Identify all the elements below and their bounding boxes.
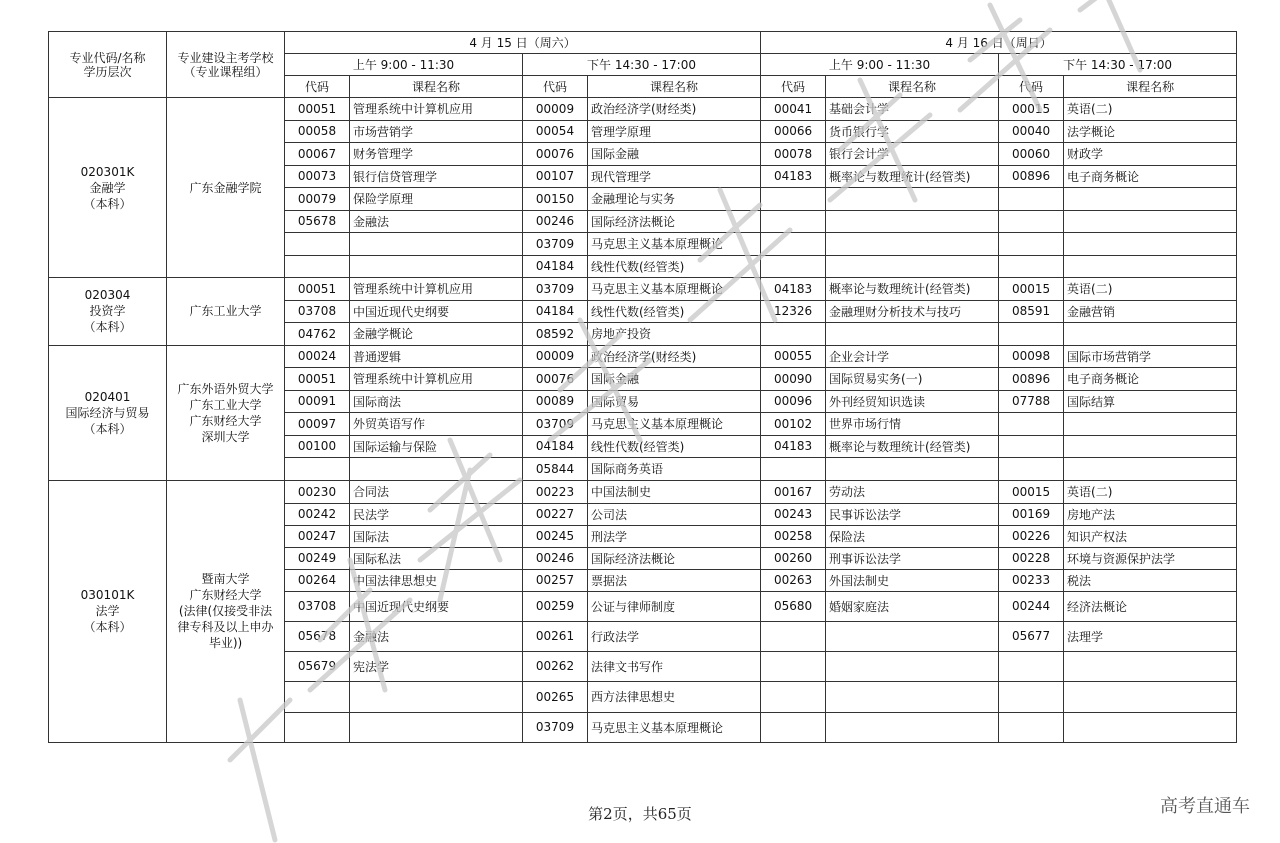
school-cell: 广东金融学院 [167,98,285,278]
course-code: 00076 [523,368,588,391]
course-name [826,651,999,681]
course-code: 00107 [523,165,588,188]
course-name: 市场营销学 [350,120,523,143]
course-name: 国际运输与保险 [350,435,523,458]
course-code: 00227 [523,503,588,525]
course-code [761,651,826,681]
course-name: 劳动法 [826,480,999,503]
course-code: 00257 [523,569,588,591]
course-name: 国际金融 [588,368,761,391]
course-name: 刑事诉讼法学 [826,547,999,569]
course-code: 00230 [285,480,350,503]
course-name: 概率论与数理统计(经管类) [826,165,999,188]
table-body [49,98,1237,743]
course-code: 05677 [999,621,1064,651]
table-row [49,480,1237,503]
course-code: 00091 [285,390,350,413]
course-name: 西方法律思想史 [588,681,761,712]
course-code: 00223 [523,480,588,503]
course-code: 00245 [523,525,588,547]
course-name: 管理系统中计算机应用 [350,368,523,391]
course-name: 国际结算 [1064,390,1237,413]
course-code: 00167 [761,480,826,503]
course-code: 00100 [285,435,350,458]
course-name [826,188,999,211]
course-name: 国际贸易实务(一) [826,368,999,391]
course-name: 马克思主义基本原理概论 [588,413,761,436]
course-name: 国际经济法概论 [588,547,761,569]
course-code: 00896 [999,368,1064,391]
school-cell: 广东外语外贸大学 广东工业大学 广东财经大学 深圳大学 [167,345,285,480]
course-code [999,413,1064,436]
course-code: 00051 [285,98,350,121]
course-name [350,458,523,481]
course-name: 婚姻家庭法 [826,591,999,621]
course-code [999,651,1064,681]
course-code: 00015 [999,98,1064,121]
course-name: 宪法学 [350,651,523,681]
course-name: 银行信贷管理学 [350,165,523,188]
course-code: 00262 [523,651,588,681]
course-name [1064,188,1237,211]
course-code: 08591 [999,300,1064,323]
course-name: 公证与律师制度 [588,591,761,621]
course-name: 基础会计学 [826,98,999,121]
course-code: 08592 [523,323,588,346]
course-code: 00058 [285,120,350,143]
course-name: 管理系统中计算机应用 [350,98,523,121]
course-name: 政治经济学(财经类) [588,345,761,368]
course-code: 05680 [761,591,826,621]
course-code: 00098 [999,345,1064,368]
course-code: 00264 [285,569,350,591]
course-code: 00249 [285,547,350,569]
course-name [1064,413,1237,436]
day1-am-header: 上午 9:00 - 11:30 [285,54,523,76]
major-cell: 020301K 金融学 （本科） [49,98,167,278]
course-name: 国际经济法概论 [588,210,761,233]
course-code: 04184 [523,300,588,323]
course-name: 中国法制史 [588,480,761,503]
course-name: 金融法 [350,621,523,651]
course-name: 法学概论 [1064,120,1237,143]
course-name: 金融学概论 [350,323,523,346]
course-name: 税法 [1064,569,1237,591]
course-name: 行政法学 [588,621,761,651]
course-code: 00246 [523,210,588,233]
course-name: 金融理财分析技术与技巧 [826,300,999,323]
course-code: 00242 [285,503,350,525]
course-code [285,712,350,742]
course-code: 00102 [761,413,826,436]
course-code: 00009 [523,98,588,121]
course-name: 国际法 [350,525,523,547]
course-name: 公司法 [588,503,761,525]
course-name: 英语(二) [1064,480,1237,503]
course-name: 电子商务概论 [1064,368,1237,391]
course-name-header: 课程名称 [350,76,523,98]
day2-pm-header: 下午 14:30 - 17:00 [999,54,1237,76]
major-cell: 020304 投资学 （本科） [49,278,167,346]
course-name: 国际私法 [350,547,523,569]
course-code: 00265 [523,681,588,712]
course-code [999,681,1064,712]
course-code: 00078 [761,143,826,166]
course-name: 英语(二) [1064,98,1237,121]
course-name [350,233,523,256]
course-name-header: 课程名称 [1064,76,1237,98]
course-name: 企业会计学 [826,345,999,368]
course-name: 管理系统中计算机应用 [350,278,523,301]
course-code: 00054 [523,120,588,143]
course-name [1064,435,1237,458]
table-row [49,98,1237,121]
course-name: 外刊经贸知识选读 [826,390,999,413]
course-code: 00040 [999,120,1064,143]
course-name [1064,712,1237,742]
course-code: 00090 [761,368,826,391]
course-code: 00096 [761,390,826,413]
course-name: 刑法学 [588,525,761,547]
course-name: 财政学 [1064,143,1237,166]
course-name: 金融营销 [1064,300,1237,323]
course-name: 国际金融 [588,143,761,166]
course-name: 线性代数(经管类) [588,255,761,278]
course-name [826,323,999,346]
course-code: 00150 [523,188,588,211]
course-code: 00015 [999,480,1064,503]
course-name-header: 课程名称 [826,76,999,98]
course-code: 03709 [523,413,588,436]
course-name: 现代管理学 [588,165,761,188]
day2-header: 4 月 16 日（周日） [761,32,1237,54]
course-name: 中国近现代史纲要 [350,300,523,323]
course-name: 英语(二) [1064,278,1237,301]
course-name: 国际商务英语 [588,458,761,481]
course-name [826,255,999,278]
course-name: 国际商法 [350,390,523,413]
course-name: 中国近现代史纲要 [350,591,523,621]
table-header [49,32,1237,98]
course-code: 04184 [523,255,588,278]
course-code: 03709 [523,233,588,256]
course-code: 05679 [285,651,350,681]
course-code: 00246 [523,547,588,569]
course-name: 国际市场营销学 [1064,345,1237,368]
course-name: 房地产投资 [588,323,761,346]
course-code: 00055 [761,345,826,368]
course-code: 00233 [999,569,1064,591]
course-name [826,621,999,651]
course-code: 00244 [999,591,1064,621]
code-header: 代码 [523,76,588,98]
course-name: 合同法 [350,480,523,503]
course-code: 00051 [285,278,350,301]
course-code [761,323,826,346]
course-name: 马克思主义基本原理概论 [588,278,761,301]
course-name: 房地产法 [1064,503,1237,525]
course-name: 线性代数(经管类) [588,300,761,323]
course-name [826,712,999,742]
course-code: 12326 [761,300,826,323]
course-name [1064,651,1237,681]
course-name: 管理学原理 [588,120,761,143]
course-code [761,621,826,651]
course-name [350,712,523,742]
day1-header: 4 月 15 日（周六） [285,32,761,54]
course-code [761,233,826,256]
course-code: 00260 [761,547,826,569]
course-name [1064,210,1237,233]
course-code [761,681,826,712]
course-code: 00097 [285,413,350,436]
course-code [761,210,826,233]
course-code: 00041 [761,98,826,121]
course-name: 知识产权法 [1064,525,1237,547]
table-row [49,278,1237,301]
course-name: 外国法制史 [826,569,999,591]
course-name: 经济法概论 [1064,591,1237,621]
course-code: 00226 [999,525,1064,547]
course-code [999,458,1064,481]
course-code: 04183 [761,278,826,301]
course-code: 00009 [523,345,588,368]
course-name: 银行会计学 [826,143,999,166]
school-column-header: 专业建设主考学校 （专业课程组） [167,32,285,98]
course-name: 马克思主义基本原理概论 [588,233,761,256]
school-cell: 暨南大学 广东财经大学 (法律(仅接受非法 律专科及以上申办 毕业)) [167,480,285,742]
course-code: 04183 [761,435,826,458]
course-name: 概率论与数理统计(经管类) [826,278,999,301]
major-cell: 030101K 法学 （本科） [49,480,167,742]
course-code: 00066 [761,120,826,143]
course-name: 概率论与数理统计(经管类) [826,435,999,458]
course-code: 00243 [761,503,826,525]
course-code: 00073 [285,165,350,188]
course-code: 00051 [285,368,350,391]
exam-schedule-table [48,31,1237,743]
course-code: 05678 [285,210,350,233]
course-name [1064,323,1237,346]
code-header: 代码 [285,76,350,98]
course-name [826,458,999,481]
course-name: 中国法律思想史 [350,569,523,591]
course-name: 马克思主义基本原理概论 [588,712,761,742]
course-name: 普通逻辑 [350,345,523,368]
course-name: 票据法 [588,569,761,591]
course-name [350,681,523,712]
course-name: 民事诉讼法学 [826,503,999,525]
course-code [285,458,350,481]
course-name [1064,681,1237,712]
major-cell: 020401 国际经济与贸易 （本科） [49,345,167,480]
course-code [761,255,826,278]
course-code: 00060 [999,143,1064,166]
day1-pm-header: 下午 14:30 - 17:00 [523,54,761,76]
code-header: 代码 [999,76,1064,98]
course-name: 电子商务概论 [1064,165,1237,188]
course-code [285,681,350,712]
course-name [350,255,523,278]
course-name: 外贸英语写作 [350,413,523,436]
course-code: 00024 [285,345,350,368]
course-name-header: 课程名称 [588,76,761,98]
course-name [826,681,999,712]
course-name: 民法学 [350,503,523,525]
course-code: 04183 [761,165,826,188]
major-column-header: 专业代码/名称 学历层次 [49,32,167,98]
course-code [999,233,1064,256]
course-code: 00076 [523,143,588,166]
course-code: 00079 [285,188,350,211]
course-name: 世界市场行情 [826,413,999,436]
course-code: 00261 [523,621,588,651]
course-name: 政治经济学(财经类) [588,98,761,121]
course-code: 00089 [523,390,588,413]
course-code: 00247 [285,525,350,547]
course-name: 法律文书写作 [588,651,761,681]
brand-label: 高考直通车 [1160,796,1250,817]
course-code [285,255,350,278]
course-code [761,458,826,481]
course-name [826,210,999,233]
course-name: 金融理论与实务 [588,188,761,211]
course-name: 国际贸易 [588,390,761,413]
course-code: 04184 [523,435,588,458]
table-row [49,345,1237,368]
course-code: 00169 [999,503,1064,525]
course-name: 环境与资源保护法学 [1064,547,1237,569]
course-code: 00263 [761,569,826,591]
course-code [999,210,1064,233]
course-code: 00228 [999,547,1064,569]
course-code [999,712,1064,742]
course-code: 05844 [523,458,588,481]
course-name [1064,255,1237,278]
course-name: 金融法 [350,210,523,233]
course-name: 线性代数(经管类) [588,435,761,458]
course-code [999,188,1064,211]
course-name: 货币银行学 [826,120,999,143]
course-code: 00258 [761,525,826,547]
course-code [999,435,1064,458]
course-code: 03708 [285,300,350,323]
course-name: 保险学原理 [350,188,523,211]
course-code [761,188,826,211]
school-cell: 广东工业大学 [167,278,285,346]
course-code: 00015 [999,278,1064,301]
course-code: 00259 [523,591,588,621]
course-code: 05678 [285,621,350,651]
course-name [1064,233,1237,256]
course-code: 03709 [523,278,588,301]
course-name: 法理学 [1064,621,1237,651]
course-code [761,712,826,742]
day2-am-header: 上午 9:00 - 11:30 [761,54,999,76]
course-code [999,323,1064,346]
course-code: 07788 [999,390,1064,413]
course-name: 财务管理学 [350,143,523,166]
course-code: 03709 [523,712,588,742]
course-code [999,255,1064,278]
course-code: 03708 [285,591,350,621]
code-header: 代码 [761,76,826,98]
course-code: 04762 [285,323,350,346]
course-name [1064,458,1237,481]
course-name: 保险法 [826,525,999,547]
course-code [285,233,350,256]
course-code: 00067 [285,143,350,166]
course-name [826,233,999,256]
course-code: 00896 [999,165,1064,188]
page-number: 第2页，共65页 [588,805,692,823]
